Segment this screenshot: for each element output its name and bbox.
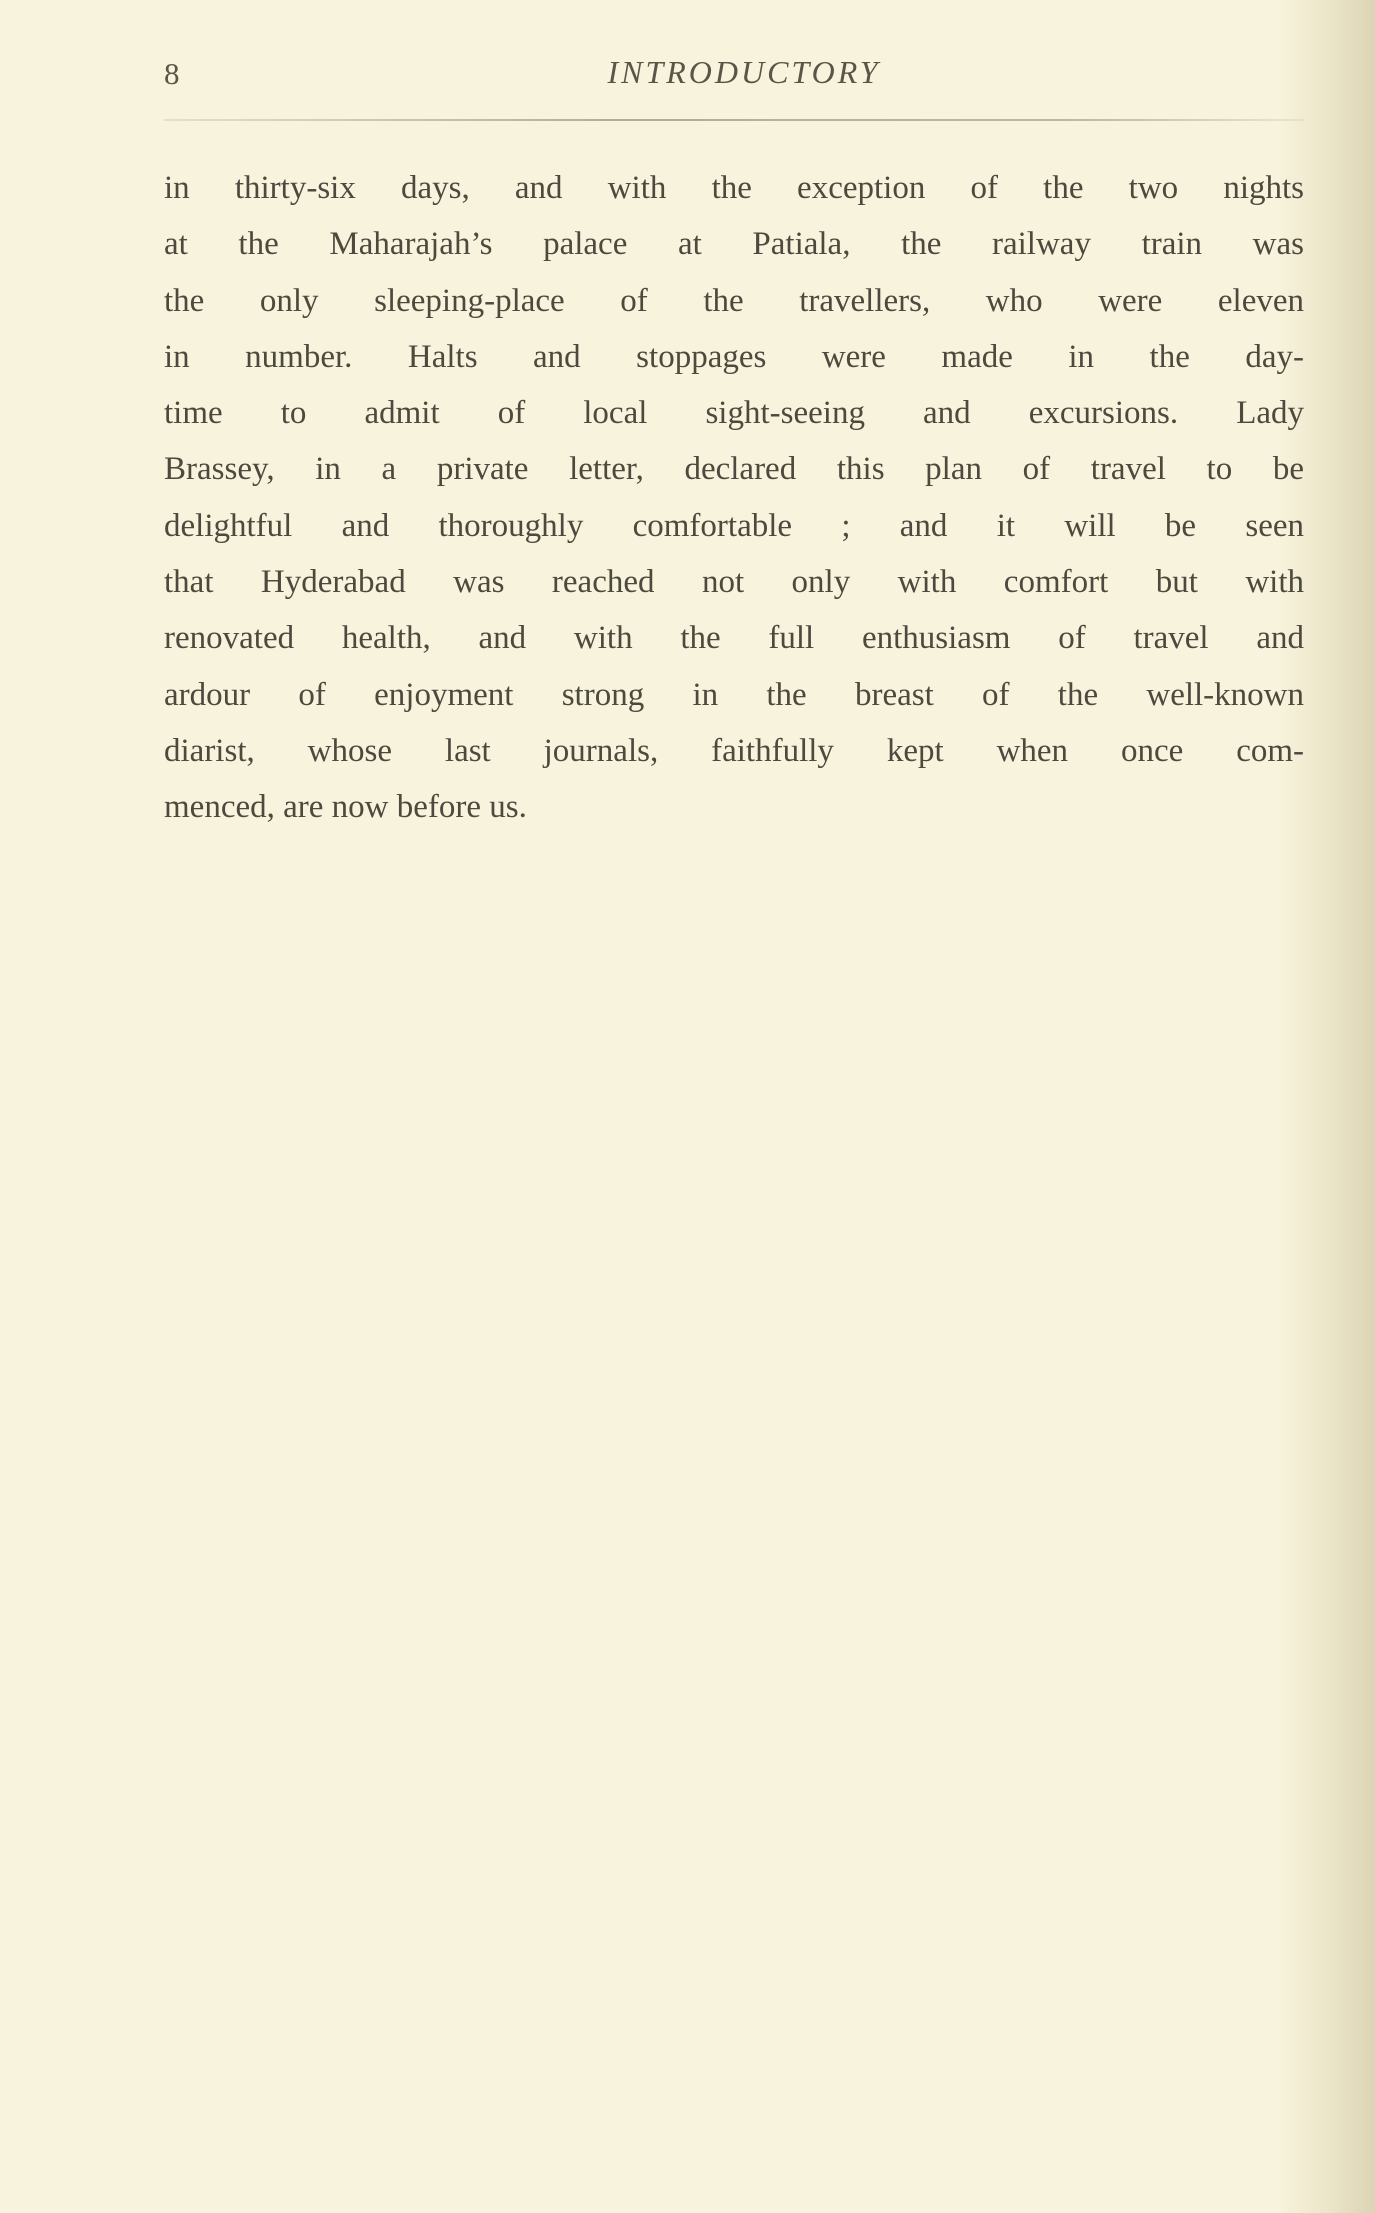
page-number: 8: [164, 56, 180, 91]
text-line: diarist, whose last journals, faithfully kept when once com-: [164, 732, 1304, 769]
text-line: ardour of enjoyment strong in the breast of the well-known: [164, 676, 1304, 713]
text-line: that Hyderabad was reached not only with comfort but with: [164, 564, 1304, 601]
text-line: in thirty-six days, and with the exception of the two nights: [164, 170, 1304, 206]
page-header: [164, 54, 1304, 104]
text-line: at the Maharajah’s palace at Patiala, the railway train was: [164, 226, 1304, 263]
text-line: in number. Halts and stoppages were made in the day-: [164, 338, 1304, 375]
text-line: renovated health, and with the full enthusiasm of travel and: [164, 620, 1304, 657]
text-line: delightful and thoroughly comfortable ; and it will be seen: [164, 507, 1304, 544]
header-rule: [164, 119, 1304, 121]
text-line: menced, are now before us.: [164, 789, 527, 826]
text-line: the only sleeping-place of the travellers, who were eleven: [164, 282, 1304, 319]
text-line: time to admit of local sight-seeing and excursions. Lady: [164, 395, 1304, 432]
running-head: INTRODUCTORY: [607, 54, 881, 90]
body-paragraph: [164, 160, 1304, 836]
text-line: Brassey, in a private letter, declared this plan of travel to be: [164, 451, 1304, 488]
